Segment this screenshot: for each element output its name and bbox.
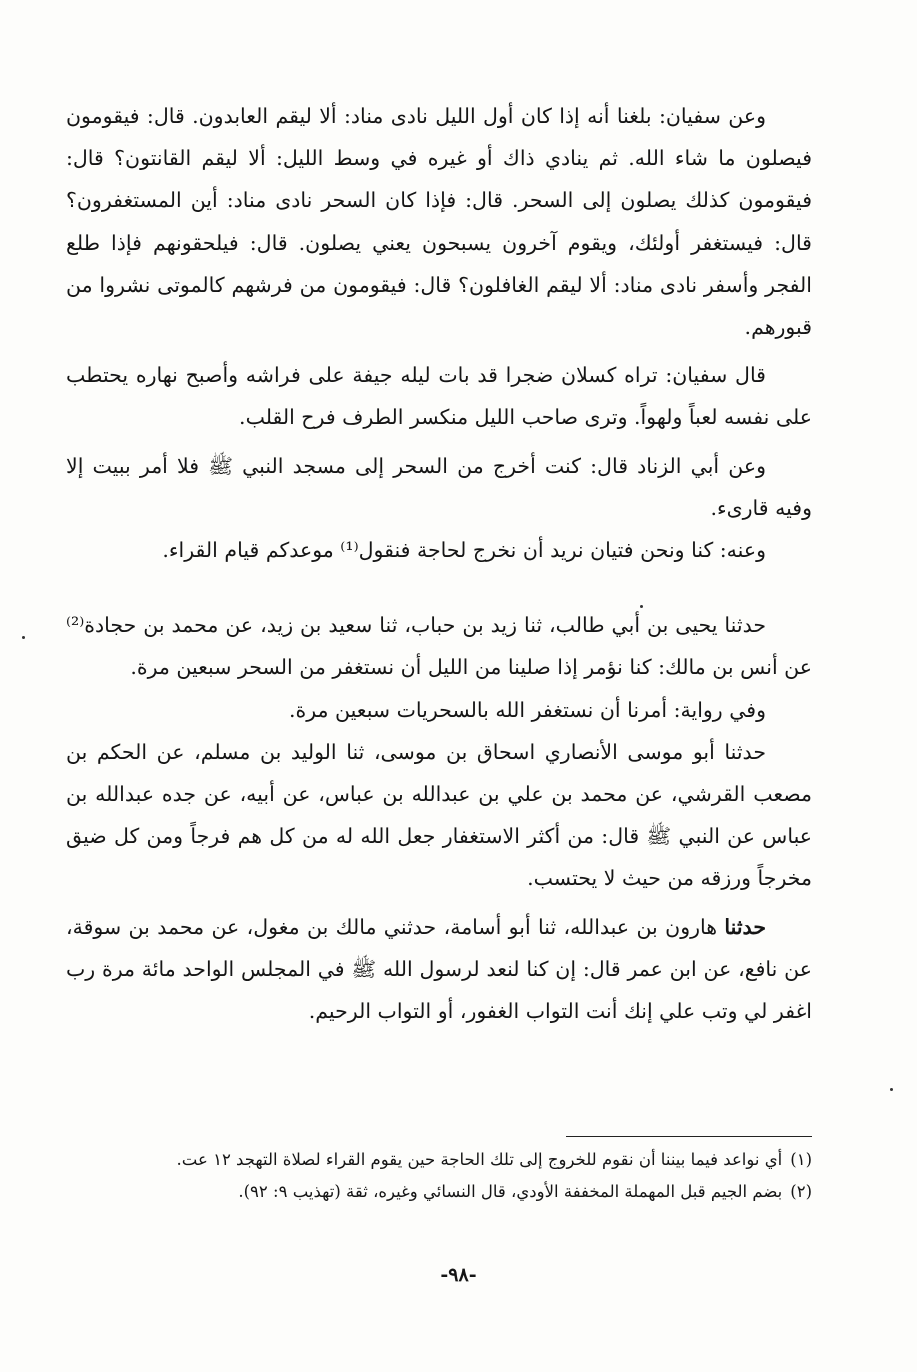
page-number: -٩٨- [440, 1264, 477, 1286]
scan-speck [890, 1088, 893, 1091]
hadith-lead-word: حدثنا [724, 914, 766, 939]
footnote-1 [66, 1144, 812, 1176]
hadith-ibn-umar-text: هارون بن عبدالله، ثنا أبو أسامة، حدثني مالك بن مغول، عن محمد بن سوقة، عن نافع، عن ابن عمر قال: إن كنا لنعد لرسول الله ﷺ في المجلس الواحد مائة مرة رب اغفر لي وتب علي إنك أنت التواب الغفور، أو التواب الرحيم. [66, 914, 812, 1024]
paragraph-sufyan-night-callers: وعن سفيان: بلغنا أنه إذا كان أول الليل نادى مناد: ألا ليقم العابدون. قال: فيقومون فيصلون ما شاء الله. ثم ينادي ذاك أو غيره في وسط الليل: ألا ليقم القانتون؟ قال: فيقومون كذلك يصلون إلى السحر. قال: فإذا كان السحر نادى مناد: أين المستغفرون؟ قال: فيستغفر أولئك، ويقوم آخرون يسبحون يعني يصلون. قال: فيلحقونهم فإذا طلع الفجر وأسفر نادى مناد: ألا ليقم الغافلون؟ قال: فيقومون من فرشهم كالموتى نشروا من قبورهم. [66, 104, 812, 340]
footnote-2-marker: (٢) [790, 1182, 812, 1201]
paragraph-hadith-anas: حدثنا يحيى بن أبي طالب، ثنا زيد بن حباب، ثنا سعيد بن زيد، عن محمد بن حجادة⁽²⁾ عن أنس بن مالك: كنا نؤمر إذا صلينا من الليل أن نستغفر من السحر سبعين مرة. [66, 613, 812, 680]
footnote-separator [566, 1136, 812, 1137]
footnote-1-text: أي نواعد فيما بيننا أن نقوم للخروج إلى تلك الحاجة حين يقوم القراء لصلاة التهجد ١٢ عت. [176, 1150, 783, 1169]
main-text [66, 95, 812, 1032]
paragraph-riwaya: وفي رواية: أمرنا أن نستغفر الله بالسحريات سبعين مرة. [288, 697, 766, 722]
footnotes [66, 1144, 812, 1208]
paragraph-sufyan-lazy-sleeper: قال سفيان: تراه كسلان ضجرا قد بات ليله جيفة على فراشه وأصبح نهاره يحتطب على نفسه لعباً ولهواً. وترى صاحب الليل منكسر الطرف فرح القلب. [66, 363, 812, 430]
paragraph-abu-zinad: وعن أبي الزناد قال: كنت أخرج من السحر إلى مسجد النبي ﷺ فلا أمر ببيت إلا وفيه قارىء. [66, 453, 812, 520]
paragraph-hadith-ibn-umar [66, 906, 812, 1033]
footnote-2 [66, 1176, 812, 1208]
paragraph-abu-zinad-meeting: وعنه: كنا ونحن فتيان نريد أن نخرج لحاجة فنقول⁽¹⁾ موعدكم قيام القراء. [162, 538, 766, 563]
footnote-2-text: بضم الجيم قبل المهملة المخففة الأودي، قال النسائي وغيره، ثقة (تهذيب ٩: ٩٢). [238, 1182, 783, 1201]
section-gap [66, 571, 812, 604]
footnote-1-marker: (١) [790, 1150, 812, 1169]
scan-speck [640, 605, 643, 608]
scan-speck [22, 636, 25, 639]
paragraph-hadith-ibn-abbas: حدثنا أبو موسى الأنصاري اسحاق بن موسى، ثنا الوليد بن مسلم، عن الحكم بن مصعب القرشي، عن محمد بن علي بن عبدالله بن عباس، عن أبيه، عن جده عبدالله بن عباس عن النبي ﷺ قال: من أكثر الاستغفار جعل الله له من كل هم فرجاً ومن كل ضيق مخرجاً ورزقه من حيث لا يحتسب. [66, 739, 812, 891]
